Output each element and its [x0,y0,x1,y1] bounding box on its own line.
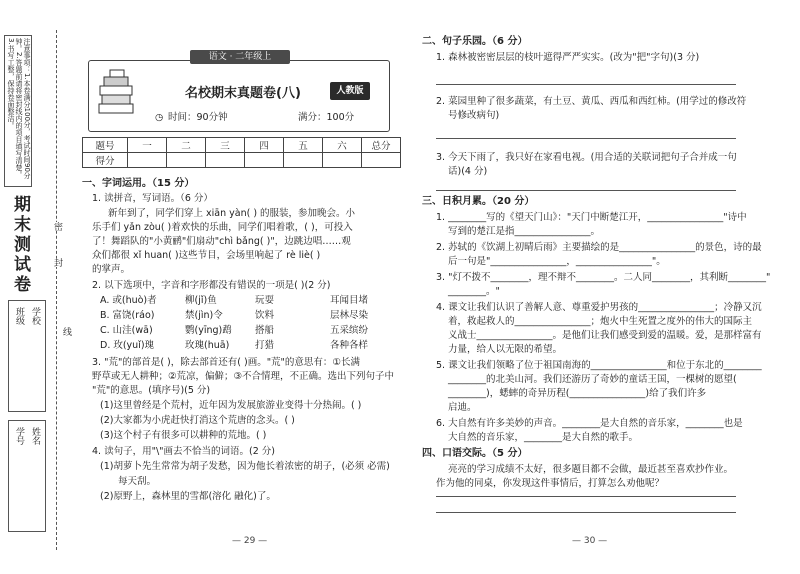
r2-line-2: 号修改病句) [448,110,500,121]
q2-option: 玩耍 [255,295,275,306]
q2-option: C. 山洼(wā) [100,325,153,336]
answer-line[interactable] [436,512,736,513]
notice-text: 注意事项：1.本卷满分100分，考试时间90分钟。2.答题前请将密封线内的项目填写清楚。3.书写工整，保持卷面整洁。 [7,38,31,179]
section-2-heading: 二、句子乐园。（6 分） [422,36,528,47]
a6-line-1: 6. 大自然有许多美妙的声音。________是大自然的音乐家，________也是 [436,418,743,429]
r2-line-1: 2. 菜园里种了很多蔬菜，有土豆、黄瓜、西瓜和西红柿。(用学过的修改符 [436,96,747,107]
q3-line-1: 3. "荒"的部首是( )，除去部首还有( )画。"荒"的意思有：①长满 [92,357,360,368]
r1-line-1: 1. 森林被密密层层的枝叶遮得严严实实。(改为"把"字句)(3 分) [436,52,700,63]
q1-line-2: 乐手们 yǎn zòu( )着欢快的乐曲，同学们唱着歌，( )，可投入 [92,222,353,233]
field-id: 学号 [14,427,24,445]
q4-sentence-1: (1)胡萝卜先生常常为胡子发愁，因为他长着浓密的胡子，(必须 必需) [100,461,390,472]
a3-line-1: 3. "灯不拨不________，理不辩不________。二人同________，其利断________" [436,272,771,283]
q4-title: 4. 读句子，用"\"画去不恰当的词语。(2 分) [92,446,276,457]
a4-line-2: 着，救起救人的________________；炮火中生死置之度外的伟大的国际主 [448,316,753,327]
brand-title: 期末测试卷 [10,195,30,295]
q2-title: 2. 以下选项中，字音和字形都没有错误的一项是( )(2 分) [92,280,331,291]
score-cell: 六 [323,138,362,153]
a6-line-2: 大自然的音乐家，________是大自然的歌手。 [448,432,639,443]
answer-line[interactable] [436,190,736,191]
a2-line-2: 后一句是"________________，________________"。 [448,256,666,267]
a1-line-1: 1. ________写的《望天门山》："天门中断楚江开，________________"诗中 [436,212,747,223]
q2-option: 玫瑰(huā) [185,340,230,351]
a5-line-2: ________的北美山河。我们还游历了奇妙的童话王国，一棵树的愿望( [448,374,737,385]
score-cell: 五 [284,138,323,153]
clock-icon: ◷ [155,112,164,123]
score-cell: 题号 [83,138,128,153]
q3-sentence-1: (1)这里曾经是个荒村，近年因为发展旅游业变得十分热闹。( ) [100,400,362,411]
score-table [82,137,401,168]
score-input[interactable] [323,153,362,168]
a4-line-4: 力量，给人以无限的希望。 [448,344,563,355]
score-cell: 三 [206,138,245,153]
r3-line-1: 3. 今天下雨了，我只好在家看电视。(用合适的关联词把句子合并成一句 [436,152,737,163]
q2-option: 柳(jǐ)鱼 [185,295,217,306]
notice-box [4,35,32,187]
score-header-row [83,138,401,153]
q2-option: 禁(jìn)令 [185,310,223,321]
answer-line[interactable] [436,496,736,497]
score-cell: 一 [128,138,167,153]
q2-option: 各种各样 [330,340,369,351]
score-cell: 四 [245,138,284,153]
q1-line-4: 众们都很 xǐ huan( )这些节目，会场里响起了 rè liè( ) [92,250,321,261]
page-number-left: — 29 — [232,536,268,546]
a5-line-4: 启迪。 [448,402,477,413]
score-cell: 二 [167,138,206,153]
q3-line-3: "荒"的意思。(填序号)(5 分) [92,385,211,396]
score-input[interactable] [206,153,245,168]
a4-line-1: 4. 课文让我们认识了善解人意、尊重爱护男孩的________________；冷静又沉 [436,302,762,313]
section-4-heading: 四、口语交际。（5 分） [422,448,528,459]
q2-option: 耳闻目堵 [330,295,369,306]
q3-sentence-3: (3)这个村子有很多可以耕种的荒地。( ) [100,430,267,441]
r3-line-2: 话)(4 分) [448,166,488,177]
page-number-right: — 30 — [572,536,608,546]
a2-line-1: 2. 苏轼的《饮湖上初晴后雨》主要描绘的是________________的景色，诗的最 [436,242,762,253]
score-input[interactable] [167,153,206,168]
section-3-heading: 三、日积月累。（20 分） [422,196,535,207]
q2-option: 层林尽染 [330,310,369,321]
q2-option: 五采缤纷 [330,325,369,336]
section-1-heading: 一、字词运用。（15 分） [82,178,195,189]
score-input[interactable] [245,153,284,168]
full-score: 满分：100分 [298,112,355,123]
oral-line-1: 亮亮的学习成绩不太好，很多题目都不会做，最近甚至喜欢抄作业。 [448,464,734,475]
seal-label-feng: 封 [52,258,62,267]
books-illustration [97,66,137,121]
score-value-row [83,153,401,168]
a5-line-3: ________)，蟋蟀的奇异历程(________________)给了我们许多 [448,388,707,399]
q3-line-2: 野草或无人耕种；②荒凉，偏僻；③不合情理，不正确。选出下列句子中 [92,371,395,382]
grade-banner: 语文 · 二年级上 [190,50,290,64]
q1-line-1: 新年到了，同学们穿上 xiān yàn( ) 的服装，参加晚会。小 [108,208,356,219]
info-box-2 [8,420,46,532]
a4-line-3: 义战士________________。是他们让我们感受到爱的温暖。爱，是那样富有 [448,330,762,341]
a5-line-1: 5. 课文让我们领略了位于祖国南海的________________和位于东北的________ [436,360,762,371]
a1-line-2: 写到的楚江是指________________。 [448,226,601,237]
q2-option: 打猎 [255,340,275,351]
q2-option: 饮料 [255,310,275,321]
edition-badge: 人教版 [330,82,370,100]
answer-line[interactable] [436,138,736,139]
q2-option: 搭船 [255,325,275,336]
page-title: 名校期末真题卷(八) [185,86,301,101]
score-input[interactable] [284,153,323,168]
a3-line-2: ________。" [448,286,500,297]
score-cell: 得分 [83,153,128,168]
seal-label-xian: 线 [61,327,71,336]
seal-label-mi: 密 [52,222,62,231]
field-class: 班级 [14,307,24,325]
time-limit: 时间：90分钟 [168,112,228,123]
q2-option: B. 富饶(ráo) [100,310,155,321]
seal-line [56,30,57,550]
field-school: 学校 [30,307,40,325]
q4-sentence-1-end: 每天刮。 [118,476,157,487]
score-cell: 总分 [362,138,401,153]
q1-title: 1. 读拼音，写词语。（6 分） [92,193,213,204]
q3-sentence-2: (2)大家都为小虎赶快打消这个荒唐的念头。( ) [100,415,295,426]
q4-sentence-2: (2)原野上，森林里的雪都(溶化 融化)了。 [100,491,276,502]
q1-line-3: 了！舞蹈队的"小黄鹂"们扇动"chì bǎng( )"，边跳边唱……观 [92,236,351,247]
oral-line-2: 作为他的同桌，你发现这件事情后，打算怎么劝他呢？ [436,478,665,489]
info-box-1 [8,300,46,412]
q2-option: A. 或(huò)者 [100,295,157,306]
score-input[interactable] [362,153,401,168]
score-input[interactable] [128,153,167,168]
answer-line[interactable] [436,84,736,85]
q1-line-5: 的掌声。 [92,264,131,275]
q2-option: 鹦(yīng)鹉 [185,325,232,336]
binding-strip [0,0,72,574]
q2-option: D. 玫(yuǐ)瑰 [100,340,155,351]
field-name: 姓名 [30,427,40,445]
